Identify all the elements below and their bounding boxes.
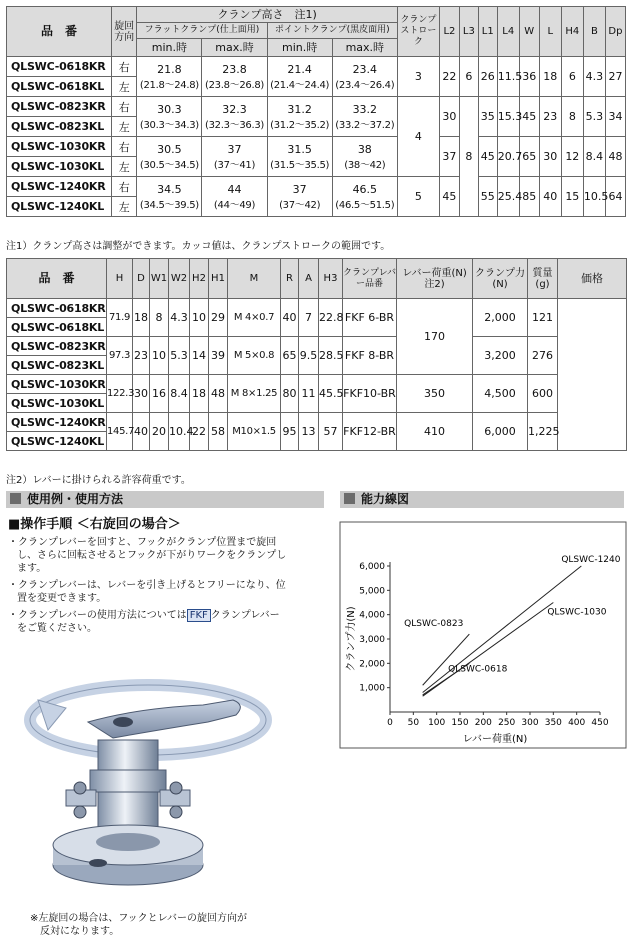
x-tick-label: 150 [451, 718, 469, 728]
R-value: 40 [281, 299, 299, 337]
header-rotation-dir: 旋回方向 [112, 7, 137, 57]
part-no: QLSWC-1240KL [7, 197, 112, 217]
rotation-arrowhead-icon [38, 700, 66, 730]
flat-min-cell [137, 137, 202, 177]
usage-section-bar [6, 491, 324, 508]
header-H3: H3 [319, 259, 343, 299]
spec-table-dimensions [6, 6, 626, 217]
series-label: QLSWC-0618 [448, 664, 508, 675]
W-value: 65 [519, 137, 539, 177]
flat-max-cell [202, 57, 267, 97]
header-flat-clamp: フラットクランプ(仕上面用) [137, 23, 267, 39]
H4-value: 12 [561, 137, 583, 177]
square-icon [344, 493, 355, 504]
L1-value: 26 [478, 57, 497, 97]
flat-min-cell [137, 177, 202, 217]
flat-max-cell [202, 177, 267, 217]
lever-load-value: 170 [397, 299, 473, 375]
L3-value: 6 [459, 57, 478, 97]
header-H2: H2 [190, 259, 209, 299]
rotation-dir: 左 [112, 117, 137, 137]
value: 21.4 [287, 62, 312, 76]
H4-value: 15 [561, 177, 583, 217]
range: (31.2〜35.2) [270, 119, 330, 131]
point-min-cell [267, 177, 332, 217]
y-axis-label: クランプ力(N) [346, 606, 357, 672]
value: 34.5 [157, 182, 182, 196]
y-tick-label: 3,000 [359, 635, 385, 645]
point-max-cell [332, 97, 397, 137]
clamp-force-value: 4,500 [473, 375, 528, 413]
chart-section-bar [340, 491, 624, 508]
L1-value: 45 [478, 137, 497, 177]
H-value: 97.3 [107, 337, 133, 375]
range: (21.8〜24.8) [139, 79, 199, 91]
W-value: 45 [519, 97, 539, 137]
R-value: 65 [281, 337, 299, 375]
H2-value: 18 [190, 375, 209, 413]
value: 30.5 [157, 142, 182, 156]
D-value: 30 [133, 375, 150, 413]
stroke-value: 4 [397, 97, 439, 177]
header-L3: L3 [459, 7, 478, 57]
H3-value: 57 [319, 413, 343, 451]
x-tick-label: 350 [544, 718, 562, 728]
lever-load-value: 350 [397, 375, 473, 413]
H-value: 145.7 [107, 413, 133, 451]
range: (38〜42) [344, 159, 386, 171]
y-tick-label: 5,000 [359, 586, 385, 597]
part-no: QLSWC-1030KL [7, 394, 107, 413]
chart-title: 能力線図 [361, 492, 410, 506]
x-tick-label: 400 [568, 718, 586, 728]
series-label: QLSWC-0823 [404, 619, 464, 630]
header-stroke: クランプストローク [397, 7, 439, 57]
clamp-force-value: 2,000 [473, 299, 528, 337]
W-value: 85 [519, 177, 539, 217]
L1-value: 55 [478, 177, 497, 217]
part-no: QLSWC-0618KL [7, 77, 112, 97]
x-tick-label: 0 [387, 718, 393, 728]
part-no: QLSWC-0618KL [7, 318, 107, 337]
mass-value: 121 [528, 299, 558, 337]
price-value [558, 299, 627, 451]
lever-part-value: FKF12-BR [343, 413, 397, 451]
range: (21.4〜24.4) [270, 79, 330, 91]
clamp-force-value: 3,200 [473, 337, 528, 375]
rotation-dir: 右 [112, 177, 137, 197]
lever-part-value: FKF 8-BR [343, 337, 397, 375]
part-no: QLSWC-1030KR [7, 375, 107, 394]
bullet-1-line-1: ・クランプレバーを回すと、フックがクランプ位置まで旋回 [8, 537, 277, 548]
value: 32.3 [222, 102, 247, 116]
header-part-no: 品 番 [7, 259, 107, 299]
M-value: M 8×1.25 [228, 375, 281, 413]
point-min-cell [267, 97, 332, 137]
part-no: QLSWC-0618KR [7, 57, 112, 77]
L2-value: 22 [439, 57, 459, 97]
series-label: QLSWC-1030 [547, 607, 607, 618]
rotation-dir: 右 [112, 97, 137, 117]
D-value: 18 [133, 299, 150, 337]
H1-value: 48 [209, 375, 228, 413]
L-value: 18 [539, 57, 561, 97]
range: (30.3〜34.3) [139, 119, 199, 131]
L-value: 40 [539, 177, 561, 217]
H3-value: 28.5 [319, 337, 343, 375]
note-2: 注2）レバーに掛けられる許容荷重です。 [6, 475, 191, 486]
L4-value: 20.7 [497, 137, 519, 177]
header-A: A [299, 259, 319, 299]
header-M: M [228, 259, 281, 299]
part-no: QLSWC-0823KL [7, 356, 107, 375]
value: 38 [357, 142, 372, 156]
L-value: 30 [539, 137, 561, 177]
x-tick-label: 200 [474, 718, 492, 728]
B-value: 5.3 [583, 97, 605, 137]
H2-value: 14 [190, 337, 209, 375]
flat-min-cell [137, 97, 202, 137]
L4-value: 15.3 [497, 97, 519, 137]
W2-value: 4.3 [169, 299, 190, 337]
part-no: QLSWC-1240KR [7, 177, 112, 197]
value: 44 [227, 182, 242, 196]
range: (23.8〜26.8) [204, 79, 265, 91]
header-lever-load: レバー荷重(N) 注2) [397, 259, 473, 299]
lever-part-value: FKF 6-BR [343, 299, 397, 337]
x-tick-label: 100 [428, 718, 446, 728]
x-tick-label: 450 [591, 718, 609, 728]
footnote-line-1: ※左旋回の場合は、フックとレバーの旋回方向が [30, 913, 247, 924]
L1-value: 35 [478, 97, 497, 137]
L4-value: 25.4 [497, 177, 519, 217]
H4-value: 6 [561, 57, 583, 97]
header-W: W [519, 7, 539, 57]
part-no: QLSWC-0823KR [7, 97, 112, 117]
y-tick-label: 4,000 [359, 610, 385, 621]
y-tick-label: 1,000 [359, 683, 385, 694]
header-L4: L4 [497, 7, 519, 57]
rotation-dir: 左 [112, 157, 137, 177]
part-no: QLSWC-0823KL [7, 117, 112, 137]
bullet-1-line-3: ます。 [17, 563, 47, 574]
header-point-max: max.時 [332, 39, 397, 57]
range: (34.5〜39.5) [139, 199, 199, 211]
x-axis-label: レバー荷重(N) [462, 734, 528, 745]
fkf-link[interactable]: FKF [187, 609, 211, 622]
series-label: QLSWC-1240 [561, 555, 621, 565]
R-value: 80 [281, 375, 299, 413]
W1-value: 8 [150, 299, 169, 337]
header-lever-part: クランプレバー品番 [343, 259, 397, 299]
usage-bullets [8, 536, 286, 635]
W2-value: 10.4 [169, 413, 190, 451]
part-no: QLSWC-0618KR [7, 299, 107, 318]
L2-value: 45 [439, 177, 459, 217]
R-value: 95 [281, 413, 299, 451]
header-mass: 質量(g) [528, 259, 558, 299]
H2-value: 10 [190, 299, 209, 337]
A-value: 11 [299, 375, 319, 413]
range: (37〜41) [213, 159, 256, 171]
range: (30.5〜34.5) [139, 159, 199, 171]
H1-value: 39 [209, 337, 228, 375]
H4-value: 8 [561, 97, 583, 137]
square-icon [10, 493, 21, 504]
clamp-illustration [18, 660, 328, 910]
bullet-2-line-1: ・クランプレバーは、レバーを引き上げるとフリーになり、位 [8, 580, 286, 591]
stroke-value: 5 [397, 177, 439, 217]
W2-value: 8.4 [169, 375, 190, 413]
point-min-cell [267, 137, 332, 177]
header-B: B [583, 7, 605, 57]
B-value: 8.4 [583, 137, 605, 177]
H2-value: 22 [190, 413, 209, 451]
header-part-no: 品 番 [7, 7, 112, 57]
point-max-cell [332, 137, 397, 177]
header-H: H [107, 259, 133, 299]
value: 21.8 [157, 62, 182, 76]
M-value: M 5×0.8 [228, 337, 281, 375]
value: 37 [227, 142, 242, 156]
stroke-value: 3 [397, 57, 439, 97]
range: (37〜42) [279, 199, 321, 211]
value: 46.5 [352, 182, 378, 196]
header-price: 価格 [558, 259, 627, 299]
header-D: D [133, 259, 150, 299]
part-no: QLSWC-1240KR [7, 413, 107, 432]
point-max-cell [332, 57, 397, 97]
bullet-1-line-2: し、さらに回転させるとフックが下がりワークをクランプし [17, 550, 287, 561]
x-tick-label: 50 [407, 718, 420, 728]
range: (31.5〜35.5) [270, 159, 330, 171]
usage-heading: ■操作手順 ＜右旋回の場合＞ [8, 517, 181, 532]
M-value: M 4×0.7 [228, 299, 281, 337]
Dp-value: 48 [605, 137, 625, 177]
range: (46.5〜51.5) [335, 199, 395, 211]
header-H4: H4 [561, 7, 583, 57]
point-max-cell [332, 177, 397, 217]
H-value: 122.3 [107, 375, 133, 413]
header-clamp-height: クランプ高さ 注1) [137, 7, 398, 23]
header-R: R [281, 259, 299, 299]
header-W2: W2 [169, 259, 190, 299]
note-1: 注1）クランプ高さは調整ができます。カッコ値は、クランプストロークの範囲です。 [6, 241, 391, 252]
L2-value: 30 [439, 97, 459, 137]
bullet-3-post: クランプレバー [210, 610, 280, 621]
clamp-lever [88, 700, 240, 738]
L-value: 23 [539, 97, 561, 137]
spec-table-performance [6, 258, 627, 451]
W2-value: 5.3 [169, 337, 190, 375]
B-value: 4.3 [583, 57, 605, 97]
footnote-line-2: 反対になります。 [40, 926, 120, 937]
part-no: QLSWC-1240KL [7, 432, 107, 451]
header-H1: H1 [209, 259, 228, 299]
flat-min-cell [137, 57, 202, 97]
range: (32.3〜36.3) [204, 119, 265, 131]
header-Dp: Dp [605, 7, 625, 57]
mass-value: 600 [528, 375, 558, 413]
Dp-value: 34 [605, 97, 625, 137]
B-value: 10.5 [583, 177, 605, 217]
header-L1: L1 [478, 7, 497, 57]
bullet-3-line-2: をご覧ください。 [17, 623, 97, 634]
mass-value: 276 [528, 337, 558, 375]
rotation-dir: 右 [112, 137, 137, 157]
flat-max-cell [202, 137, 267, 177]
value: 23.8 [222, 62, 247, 76]
header-clamp-force: クランプ力(N) [473, 259, 528, 299]
part-no: QLSWC-1030KR [7, 137, 112, 157]
mass-value: 1,225 [528, 413, 558, 451]
W1-value: 20 [150, 413, 169, 451]
y-tick-label: 2,000 [359, 659, 385, 670]
A-value: 13 [299, 413, 319, 451]
header-point-min: min.時 [267, 39, 332, 57]
part-no: QLSWC-1030KL [7, 157, 112, 177]
part-no: QLSWC-0823KR [7, 337, 107, 356]
range: (23.4〜26.4) [335, 79, 395, 91]
value: 31.5 [287, 142, 312, 156]
value: 37 [292, 182, 307, 196]
Dp-value: 27 [605, 57, 625, 97]
A-value: 7 [299, 299, 319, 337]
header-point-clamp: ポイントクランプ(黒皮面用) [267, 23, 397, 39]
rotation-dir: 左 [112, 77, 137, 97]
clamp-force-value: 6,000 [473, 413, 528, 451]
usage-section-title: 使用例・使用方法 [27, 492, 124, 506]
L4-value: 11.5 [497, 57, 519, 97]
rotation-dir: 右 [112, 57, 137, 77]
H3-value: 22.8 [319, 299, 343, 337]
D-value: 23 [133, 337, 150, 375]
lever-part-value: FKF10-BR [343, 375, 397, 413]
bullet-3-pre: ・クランプレバーの使用方法については [8, 610, 187, 621]
header-W1: W1 [150, 259, 169, 299]
H-value: 71.9 [107, 299, 133, 337]
point-min-cell [267, 57, 332, 97]
rotation-dir: 左 [112, 197, 137, 217]
M-value: M10×1.5 [228, 413, 281, 451]
x-tick-label: 250 [498, 718, 516, 728]
y-tick-label: 6,000 [359, 562, 385, 572]
capability-chart [338, 520, 628, 750]
lever-load-value: 410 [397, 413, 473, 451]
bullet-2-line-2: 置を変更できます。 [17, 593, 107, 604]
value: 33.2 [352, 102, 378, 116]
W1-value: 10 [150, 337, 169, 375]
header-flat-min: min.時 [137, 39, 202, 57]
footnote-left-rotation [30, 912, 247, 938]
value: 23.4 [352, 62, 378, 76]
header-L2: L2 [439, 7, 459, 57]
W-value: 36 [519, 57, 539, 97]
value: 30.3 [157, 102, 182, 116]
H3-value: 45.5 [319, 375, 343, 413]
L3-value: 8 [459, 97, 478, 217]
L2-value: 37 [439, 137, 459, 177]
W1-value: 16 [150, 375, 169, 413]
Dp-value: 64 [605, 177, 625, 217]
value: 31.2 [287, 102, 312, 116]
range: (33.2〜37.2) [335, 119, 395, 131]
range: (44〜49) [213, 199, 256, 211]
H1-value: 29 [209, 299, 228, 337]
H1-value: 58 [209, 413, 228, 451]
header-L: L [539, 7, 561, 57]
header-flat-max: max.時 [202, 39, 267, 57]
bullet-3-line-1 [8, 609, 286, 622]
flat-max-cell [202, 97, 267, 137]
D-value: 40 [133, 413, 150, 451]
x-tick-label: 300 [521, 718, 539, 728]
A-value: 9.5 [299, 337, 319, 375]
